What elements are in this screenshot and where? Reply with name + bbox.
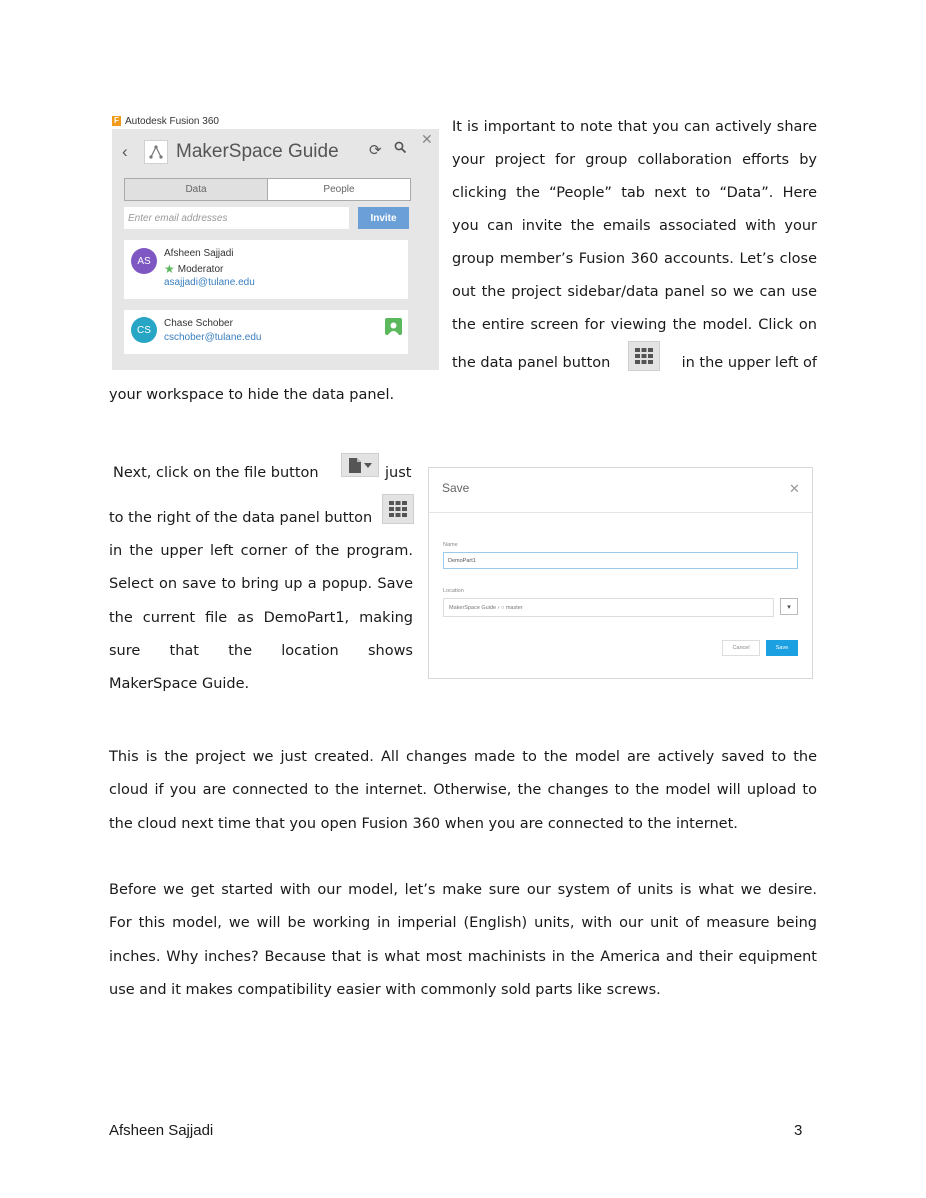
chevron-down-icon[interactable]: ▾ [780,598,798,615]
tab-people[interactable]: People [268,179,410,200]
role-label: Moderator [177,263,224,275]
text-line: Select on save to bring up a popup. Save [109,576,413,593]
app-title: Autodesk Fusion 360 [125,115,219,127]
people-panel-screenshot [112,113,439,370]
panel-tabs [124,178,411,201]
text-line: Before we get started with our model, let’s make sure our system of units is what we desire. [109,882,817,898]
text-line: This is the project we just created. All changes made to the model are actively saved to the [109,749,817,765]
member-email[interactable]: cschober@tulane.edu [164,332,262,343]
location-label: Location [443,588,464,594]
paragraph-1 [452,111,817,342]
save-button[interactable]: Save [766,640,798,656]
text-line: clicking the “People” tab next to “Data”. Here [452,185,817,201]
dialog-title: Save [442,481,470,495]
location-field[interactable]: MakerSpace Guide › ○ master [443,598,774,617]
save-dialog-screenshot [428,467,813,679]
close-icon[interactable]: ✕ [789,481,800,496]
text-line: in the upper left of [681,355,817,371]
project-name: MakerSpace Guide [176,141,339,162]
member-email[interactable]: asajjadi@tulane.edu [164,277,255,288]
text-line: Next, click on the file button [113,465,319,481]
paragraph-2 [109,535,413,668]
text-line: For this model, we will be working in imperial (English) units, with our unit of measure being [109,915,817,932]
file-button-icon [341,453,379,477]
search-icon[interactable] [394,141,407,157]
avatar: CS [131,317,157,343]
member-card [124,310,408,354]
name-label: Name [443,542,458,548]
text-line: the cloud next time that you open Fusion 360 when you are connected to the internet. [109,815,738,832]
back-icon[interactable]: ‹ [122,142,128,161]
page-number: 3 [794,1122,803,1139]
text-line: your project for group collaboration efforts by [452,152,817,168]
member-name: Chase Schober [164,318,233,329]
divider [429,512,812,513]
text-line: out the project sidebar/data panel so we can use [452,284,817,300]
text-line: It is important to note that you can actively share [452,119,817,135]
text-line: MakerSpace Guide. [109,676,250,692]
fusion-logo-icon: F [112,116,121,126]
close-icon[interactable]: ✕ [421,131,433,147]
text-line: the entire screen for viewing the model. Click on [452,317,817,333]
tab-data[interactable]: Data [125,179,268,200]
data-panel-icon [628,341,660,371]
name-field[interactable]: DemoPart1 [443,552,798,569]
text-line: your workspace to hide the data panel. [109,387,395,403]
text-line: to the right of the data panel button [109,510,373,526]
text-line: you can invite the emails associated with your [452,218,817,234]
person-icon[interactable] [385,318,402,335]
text-line: group member’s Fusion 360 accounts. Let’s close [452,251,817,267]
text-line: the current file as DemoPart1, making [109,609,413,626]
footer-author: Afsheen Sajjadi [109,1122,214,1139]
text-line: use and it makes compatibility easier with commonly sold parts like screws. [109,981,661,998]
text-line: sure that the location shows [109,642,413,659]
paragraph-4 [109,874,817,1007]
app-titlebar [112,113,219,129]
paragraph-3 [109,741,817,841]
text-line: in the upper left corner of the program. [109,543,413,559]
text-line: just [385,465,412,481]
avatar: AS [131,248,157,274]
text-line: inches. Why inches? Because that is what most machinists in the America and their equipment [109,948,817,965]
text-line: the data panel button [452,355,611,371]
refresh-icon[interactable]: ⟳ [369,142,382,159]
text-line: cloud if you are connected to the internet. Otherwise, the changes to the model will upload to [109,782,817,799]
member-card [124,240,408,299]
cancel-button[interactable]: Cancel [722,640,760,656]
data-panel-icon [382,494,414,524]
member-role [164,262,223,276]
project-icon [144,140,168,164]
invite-button[interactable]: Invite [358,207,409,229]
email-input[interactable]: Enter email addresses [124,207,349,229]
member-name: Afsheen Sajjadi [164,248,234,259]
star-icon: ★ [164,262,175,276]
